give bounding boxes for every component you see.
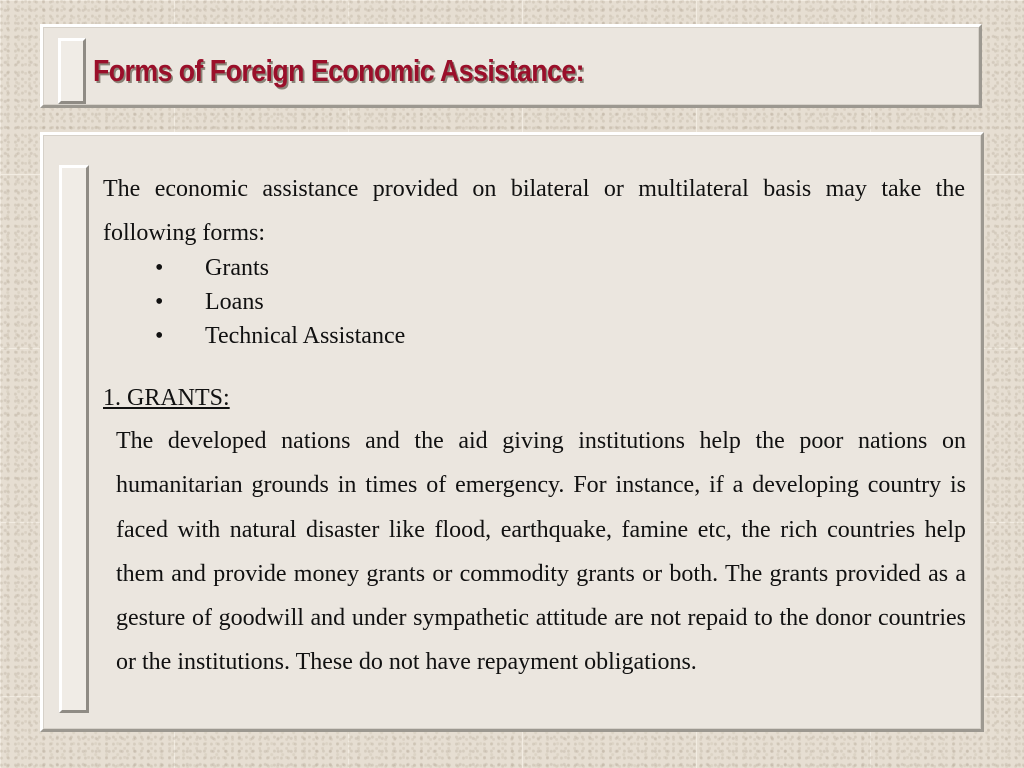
intro-paragraph: The economic assistance provided on bilateral or multilateral basis may take the following forms: (103, 176, 965, 246)
grants-paragraph: The developed nations and the aid giving institutions help the poor nations on humanitarian grounds in times of emergency. For instance, if a developing country is faced with natural disaster like flood, earthquake, famine etc, the rich countries help them and provide money grants or commodity grants or both. The grants provided as a gesture of goodwill and under sympathetic attitude are not repaid to the donor countries or the institutions. These do not have repayment obligations. (116, 428, 966, 676)
section-heading: 1. GRANTS: (103, 385, 230, 411)
list-item-label: Loans (205, 289, 264, 315)
forms-list (103, 251, 405, 353)
title-accent-bar (58, 38, 86, 104)
bullet-icon: • (155, 255, 164, 281)
content-panel (40, 132, 984, 732)
list-item (103, 285, 405, 319)
page-title: Forms of Foreign Economic Assistance: (93, 53, 585, 88)
list-item (103, 319, 405, 353)
title-panel (40, 24, 982, 108)
list-item (103, 251, 405, 285)
list-item-label: Grants (205, 255, 269, 281)
bullet-icon: • (155, 289, 164, 315)
content-accent-bar (59, 165, 89, 713)
list-item-label: Technical Assistance (205, 323, 406, 349)
bullet-icon: • (155, 323, 164, 349)
